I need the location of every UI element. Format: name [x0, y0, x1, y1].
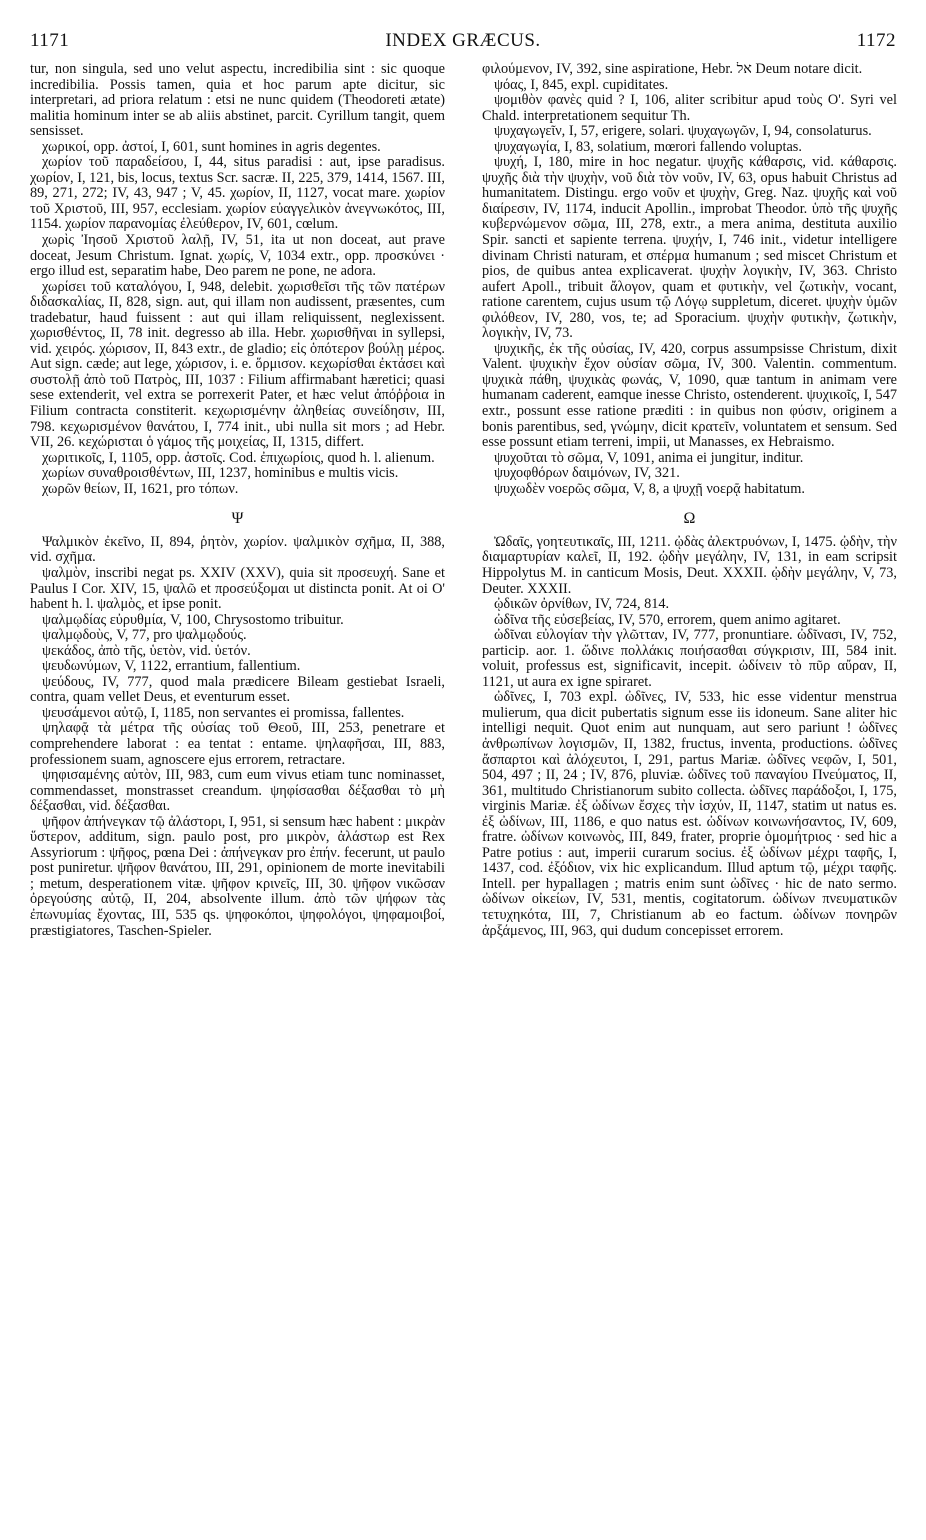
index-entry: ψηφισαμένης αὐτὸν, III, 983, cum eum vivus etiam tunc nominasset, commendasset, monstrasset creandum. ψηφίσασθαι δέξασθαι τὸ μὴ δέξασθαι, vid. δέξασθαι.	[30, 767, 445, 815]
index-entry: ψηλαφᾷ τὰ μέτρα τῆς οὐσίας τοῦ Θεοῦ, III, 253, penetrare et comprehendere laborat : ea tentat : entame. ψηλαφῆσαι, III, 883, professionem suam, agnoscere ejus errorem, retractare.	[30, 720, 445, 768]
section-heading-omega: Ω	[683, 510, 696, 528]
index-entry: χωρῶν θείων, II, 1621, pro τόπων.	[42, 480, 239, 497]
index-entry: ὠδῖναι εὐλογίαν τὴν γλῶτταν, IV, 777, pronuntiare. ὠδῖνασι, IV, 752, particip. aor. 1. ὤδινε πολλάκις ποιήσασθαι σύγκρισιν, III, 584 init. voluit, professus est, significavit, incepit. ὠδίνειν τὸ πῦρ αὔραν, II, 1121, ut aura ex igne spiraret.	[482, 627, 897, 690]
page-header	[30, 30, 896, 56]
index-entry: ψυχικῆς, ἐκ τῆς οὐσίας, IV, 420, corpus assumpsisse Christum, dixit Valent. ψυχικὴν ἔχον οὐσίαν σῶμα, IV, 300. Valentin. commentum. ψυχικὰ πάθη, ψυχικὰς φωνάς, V, 1090, quæ tantum in animam vere humanam caderent, eamque inesse Christo, ostenderent. ψυχικοῖς, I, 547 extr., possunt esse ratione præditi : in quibus non φύσιν, originem a bonis parentibus, sed, γνώμην, dicit κρατεῖν, voluntatem et sensum. Sed esse possunt etiam terreni, impii, ut Manasses, ex Hebraismo.	[482, 340, 897, 451]
index-entry: χωρίον τοῦ παραδείσου, I, 44, situs paradisi : aut, ipse paradisus. χωρίον, I, 121, bis, locus, textus Scr. sacræ. II, 225, 379, 1414, 1567. III, 89, 271, 272; IV, 43, 947 ; V, 45. χωρίον, II, 1127, vocat mare. χωρίον τοῦ Χριστοῦ, III, 957, ecclesiam. χωρίον εὐαγγελικὸν ἀνεγνωκότος, III, 1154. χωρίον παρανομίας ἐλεύθερον, IV, 601, cœlum.	[30, 154, 445, 233]
page-number-right: 1172	[856, 30, 896, 51]
section-heading-psi: Ψ	[231, 510, 244, 528]
index-entry: ὠδῖνες, I, 703 expl. ὠδῖνες, IV, 533, hic esse videntur menstrua mulierum, qua dicit pubertatis signum esse iis idoneum. Sane aliter hic intelligi nequit. Quot enim aut nunquam, aut sero pariunt ! ὠδῖνες ἀνθρωπίνων λογισμῶν, II, 1382, fructus, inventa, productions. ὠδῖνες ἄσπαρτοι καὶ ἀλόχευτοι, I, 291, partus Mariæ. ὠδῖνες νεφῶν, I, 501, 504, 497 ; II, 24 ; IV, 876, pluviæ. ὠδῖνες τοῦ παναγίου Πνεύματος, II, 361, multitudo Christianorum subito collecta. ὠδῖνες παράδοξοι, I, 175, virginis Mariæ. ἐξ ὠδίνων ἔσχες τὴν ἰσχύν, II, 1147, statim ut natus es. ἐξ ὠδίνων, III, 1186, e quo natus est. ὠδίνων κοινωνήσαντος, IV, 609, fratre. ὠδίνων κοινωνὸς, III, 849, frater, proprie ὁμομήτριος · sed hic a Patre potius : aut, imperii curarum socius. ἐξ ὠδίνων μέχρι ταφῆς, I, 1437, cod. ἐξόδιον, vix hic explicandum. Illud aptum τῷ, μέχρι ταφῆς. Intell. per hypallagen ; matris enim sunt ὠδῖνες · hic de nato sermo. ὠδίνων οἰκείων, IV, 531, mentis, cogitatorum. ὠδίνων πνευματικῶν τετυχηκότα, III, 7, Christianum ab eo factum. ὠδίνων πονηρῶν ἀρξάμενος, III, 963, qui dudum concepisset errorem.	[482, 689, 897, 939]
index-entry: ψόας, I, 845, expl. cupiditates.	[494, 76, 669, 93]
running-title: INDEX GRÆCUS.	[385, 30, 541, 51]
index-entry: ψυχοῦται τὸ σῶμα, V, 1091, anima ei jungitur, inditur.	[494, 449, 804, 466]
index-entry: ψαλμὸν, inscribi negat ps. XXIV (XXV), quia sit προσευχή. Sane et Paulus I Cor. XIV, 15, ψαλῶ et προσεύξομαι ut distincta ponit. At oi O' habent h. l. ψαλμὸς, et ipse ponit.	[30, 564, 445, 613]
index-entry: ψαλμῳδίας εὐρυθμία, V, 100, Chrysostomo tribuitur.	[42, 611, 344, 628]
index-entry: ψεύδους, IV, 777, quod mala prædicere Bileam gestiebat Israeli, contra, quam vellet Deus, et eventurum esset.	[30, 673, 445, 706]
index-entry: ψυχαγωγεῖν, I, 57, erigere, solari. ψυχαγωγῶν, I, 94, consolaturus.	[494, 123, 872, 140]
index-entry: χωριτικοῖς, I, 1105, opp. ἀστοῖς. Cod. ἐπιχωρίοις, quod h. l. alienum.	[42, 449, 435, 466]
index-entry: ψῆφον ἀπήνεγκαν τῷ ἀλάστορι, I, 951, si sensum hæc habent : μικρὰν ὕστερον, additum, sign. paulo post, pro μικρὸν, ἀλάστωρ est Rex Assyriorum : ψῆφος, pœna Dei : ἀπήνεγκαν pro ἐπήν. fecerunt, ut paulo post puniretur. ψῆφον θανάτου, III, 291, opinionem de morte inevitabili ; metum, desperationem vitæ. ψῆφον κρινεῖς, III, 30. ψῆφον νικῶσαν ὀρεγούσης αὐτῷ, II, 204, absolvente illum. ἀπὸ τῶν ψήφων τὰς ἐπωνυμίας ἔχοντας, III, 535 qs. ψηφοκόποι, ψηφολόγοι, ψηφαμοιβοί, præstigiatores, Taschen-Spieler.	[30, 813, 445, 939]
index-entry: tur, non singula, sed uno velut aspectu, incredibilia sint : sic quoque incredibilia. Possis tamen, quia et hoc parum apte dicitur, sic interpretari, ad priora relatum : etsi ne nunc quidem (Theodoreti ætate) malitia hominum inter se ab aliis abstinet, parcit. Cyrillum tangit, quem sensisset.	[30, 62, 445, 140]
index-entry: ψυχωδὲν νοερῶς σῶμα, V, 8, a ψυχῇ νοερᾷ habitatum.	[494, 480, 805, 497]
index-entry: ψευσάμενοι αὐτῷ, I, 1185, non servantes ei promissa, fallentes.	[42, 704, 405, 721]
index-entry: ᾠδικῶν ὀρνίθων, IV, 724, 814.	[494, 596, 670, 613]
index-entry: φιλούμενον, IV, 392, sine aspiratione, Hebr. אל Deum notare dicit.	[482, 62, 863, 77]
left-column	[30, 62, 445, 1524]
index-entry: Ψαλμικὸν ἐκεῖνο, II, 894, ῥητὸν, χωρίον. ψαλμικὸν σχῆμα, II, 388, vid. σχῆμα.	[30, 533, 445, 566]
index-entry: χωρίων συναθροισθέντων, III, 1237, hominibus e multis vicis.	[42, 465, 399, 482]
index-entry: ψυχαγωγία, I, 83, solatium, mœrori fallendo voluptas.	[494, 138, 802, 155]
index-entry: ψεκάδος, ἀπὸ τῆς, ὑετὸν, vid. ὑετόν.	[42, 642, 251, 659]
index-entry: Ὠδαῖς, γοητευτικαῖς, III, 1211. ᾠδὰς ἀλεκτρυόνων, I, 1475. ᾠδὴν, τὴν διαμαρτυρίαν καλεῖ, II, 192. ᾠδὴν μεγάλην, IV, 131, in eam scripsit Hippolytus M. in canticum Mosis, Deut. XXXII. ᾠδὴν μεγάλην, V, 73, Deuter. XXXII.	[482, 533, 897, 597]
index-entry: χωρίσει τοῦ καταλόγου, I, 948, delebit. χωρισθεῖσι τῆς τῶν πατέρων διδασκαλίας, II, 828, sign. aut, qui illam non audissent, præsentes, cum tradebatur, haud fuissent : aut qui illam reliquissent, neglexissent. χωρισθέντος, II, 78 init. degresso ab illa. Hebr. χωρισθῆναι in syllepsi, vid. χειρός. χώρισον, II, 843 extr., de gladio; εἰς ὁπότερον βούλῃ μέρος. Aut sign. cæde; aut lege, χώρισον, i. e. ὅρμισον. κεχωρίσθαι ἐκτάσει καὶ συστολῇ ἀπὸ τοῦ Πατρὸς, III, 1037 : Filium affirmabant hæretici; quasi sese extenderit, vel extra se porrexerit Pater, et hæc velut ἀπόῤῥοια in Filium contracta constiterit. κεχωρισμένην ἀληθείας συνείδησιν, III, 798. κεχωρισμένον θανάτου, I, 774 init., ubi nulla sit mors ; ad Hebr. VII, 26. κεχώρισται ὁ γάμος τῆς μοιχείας, II, 1315, differt.	[30, 278, 445, 451]
index-entry: ψευδωνύμων, V, 1122, errantium, fallentium.	[42, 658, 301, 675]
index-entry: ψαλμῳδοὺς, V, 77, pro ψαλμῳδούς.	[42, 627, 247, 644]
index-entry: ψυχή, I, 180, mire in hoc negatur. ψυχῆς κάθαρσις, vid. κάθαρσις. ψυχῆς διὰ τὴν ψυχὴν, νοῦ διὰ τὸν νοῦν, IV, 63, opus habuit Christus ad humanitatem. Distingu. ergo νοῦν et ψυχὴν, Greg. Naz. ψυχῆς καὶ νοῦ διαίρεσιν, IV, 1174, inducit Apollin., improbat Theodor. ὑπὸ τῆς ψυχῆς κυβερνώμενον σῶμα, III, 278, extr., a mera anima, destituta auxilio Spir. sancti et sapiente terrena. ψυχήν, I, 746 init., videtur intelligere divinam Christi naturam, et σπέρμα humanum ; sed miscet Christum et pios, de quibus antea explicaverat. ψυχὴν λογικὴν, IV, 363. Christo aufert Apoll., tribuit ἄλογον, quam et φυτικὴν, vel ζωτικὴν, vocant, ratione carentem, cujus usum τῷ Λόγῳ suppletum, diceret. ψυχὴν ὑμῶν φιλόθεον, IV, 280, vos, te; ad Sporacium. ψυχὴν φυτικὴν, ζωτικὴν, λογικὴν, IV, 73.	[482, 154, 897, 342]
index-entry: ψυχοφθόρων δαιμόνων, IV, 321.	[494, 465, 680, 482]
index-entry: χωρικοί, opp. ἀστοί, I, 601, sunt homines in agris degentes.	[42, 138, 381, 155]
page-number-left: 1171	[30, 30, 70, 51]
index-entry: ψομιθὸν φανὲς quid ? I, 106, aliter scribitur apud τοὺς O'. Syri vel Chald. interpretationem sequitur Th.	[482, 92, 897, 124]
index-entry: ὠδῖνα τῆς εὐσεβείας, IV, 570, errorem, quem animo agitaret.	[494, 611, 841, 628]
index-entry: χωρὶς Ἰησοῦ Χριστοῦ λαλῇ, IV, 51, ita ut non doceat, aut prave doceat, Jesum Christum. Ignat. χωρίς, V, 1034 extr., opp. προσκύνει · ergo illud est, separatim habe, Deo parem ne pone, ne adora.	[30, 232, 445, 280]
right-column	[482, 62, 897, 1524]
